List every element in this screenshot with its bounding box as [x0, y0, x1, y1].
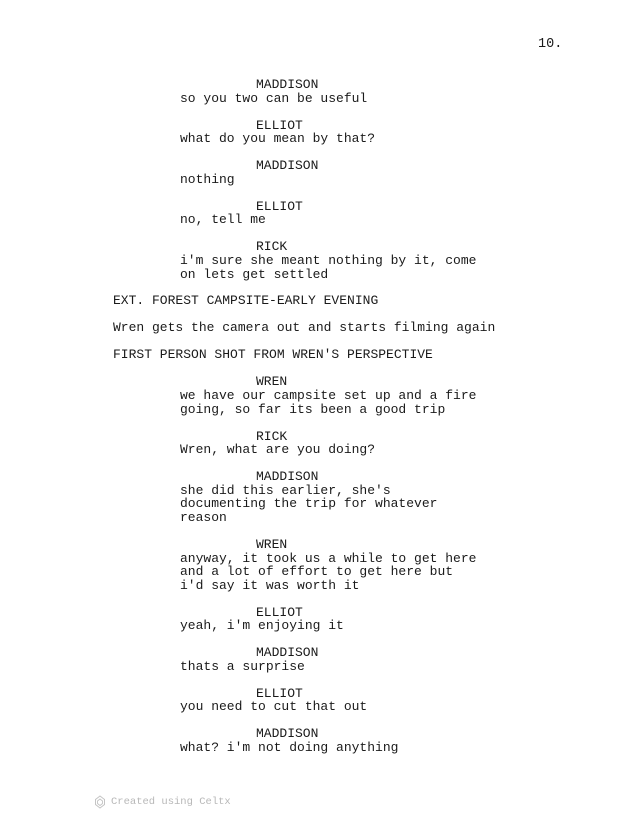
character-name: RICK [256, 428, 288, 444]
dialogue-block [0, 78, 638, 105]
character-name: ELLIOT [256, 604, 303, 620]
dialogue-line: going, so far its been a good trip [180, 401, 446, 417]
dialogue-line: she did this earlier, she's [180, 482, 391, 498]
dialogue-line: documenting the trip for whatever [180, 496, 438, 512]
character-name: RICK [256, 239, 288, 255]
character-name: WREN [256, 536, 288, 552]
dialogue-block [0, 240, 638, 281]
action-text: Wren gets the camera out and starts filming again [113, 320, 496, 336]
character-name: ELLIOT [256, 685, 303, 701]
page-number: 10. [538, 37, 563, 52]
celtx-logo-icon [94, 795, 106, 809]
screenplay-body [0, 78, 638, 768]
dialogue-line: thats a surprise [180, 658, 305, 674]
scene-heading: EXT. FOREST CAMPSITE-EARLY EVENING [113, 293, 379, 309]
dialogue-line: Wren, what are you doing? [180, 442, 376, 458]
dialogue-line: on lets get settled [180, 266, 329, 282]
dialogue-line: so you two can be useful [180, 90, 368, 106]
dialogue-block [0, 119, 638, 146]
dialogue-line: nothing [180, 171, 235, 187]
dialogue-block [0, 646, 638, 673]
dialogue-block [0, 470, 638, 524]
dialogue-line: anyway, it took us a while to get here [180, 550, 477, 566]
dialogue-block [0, 375, 638, 416]
character-name: MADDISON [256, 158, 319, 174]
dialogue-block [0, 687, 638, 714]
action-block [0, 321, 638, 335]
dialogue-line: no, tell me [180, 212, 266, 228]
scene-heading-block [0, 294, 638, 308]
dialogue-block [0, 538, 638, 592]
scene-heading-block [0, 348, 638, 362]
character-name: ELLIOT [256, 198, 303, 214]
dialogue-line: what do you mean by that? [180, 131, 376, 147]
dialogue-line: yeah, i'm enjoying it [180, 618, 344, 634]
dialogue-line: what? i'm not doing anything [180, 740, 399, 756]
character-name: MADDISON [256, 645, 319, 661]
scene-heading: FIRST PERSON SHOT FROM WREN'S PERSPECTIVE [113, 347, 433, 363]
dialogue-line: i'm sure she meant nothing by it, come [180, 252, 477, 268]
character-name: MADDISON [256, 469, 319, 485]
character-name: MADDISON [256, 726, 319, 742]
character-name: ELLIOT [256, 117, 303, 133]
dialogue-block [0, 159, 638, 186]
character-name: WREN [256, 374, 288, 390]
dialogue-block [0, 430, 638, 457]
dialogue-block [0, 727, 638, 754]
dialogue-line: and a lot of effort to get here but [180, 564, 454, 580]
footer-text: Created using Celtx [111, 796, 231, 808]
dialogue-block [0, 200, 638, 227]
dialogue-line: reason [180, 509, 227, 525]
dialogue-line: you need to cut that out [180, 699, 368, 715]
footer [94, 795, 231, 809]
dialogue-line: we have our campsite set up and a fire [180, 388, 477, 404]
character-name: MADDISON [256, 77, 319, 92]
dialogue-line: i'd say it was worth it [180, 577, 360, 593]
dialogue-block [0, 606, 638, 633]
